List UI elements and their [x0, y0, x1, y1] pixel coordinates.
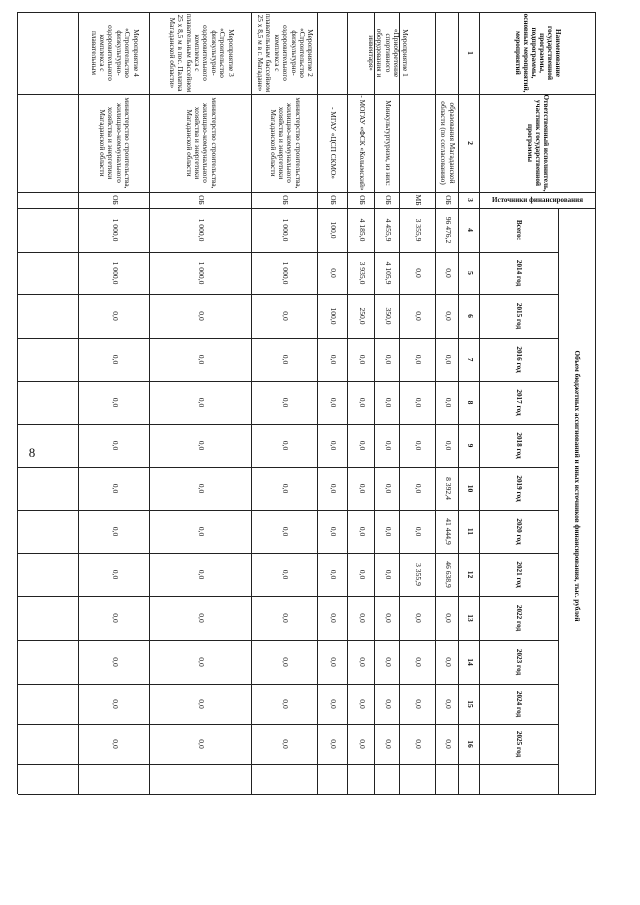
row-funding-source: ОБ	[110, 195, 120, 205]
row-executor: министерство строительства, жилищно-коммунального хозяйства и энергетики Магаданской области	[98, 97, 133, 189]
row-value: 0,0	[110, 569, 120, 580]
row-value: 4 105,9	[383, 261, 393, 285]
header-year: 2023 год	[515, 648, 524, 676]
row-value: 0,0	[281, 354, 291, 365]
header-year: 2021 год	[515, 561, 524, 588]
row-value: 0,0	[281, 397, 291, 408]
header-funding-source-text: Источники финансирования	[492, 196, 584, 204]
header-year: 2018 год	[515, 432, 524, 459]
column-number: 12	[465, 570, 475, 579]
column-number: 11	[465, 527, 475, 536]
row-value: 0,0	[414, 397, 424, 408]
row-value: 0,0	[329, 613, 339, 623]
budget-table	[18, 12, 596, 887]
row-value: 0,0	[329, 483, 339, 494]
column-number: 1	[465, 51, 475, 55]
row-value: 0,0	[357, 483, 367, 494]
row-value: 0,0	[110, 440, 120, 451]
row-value: 1 000,0	[110, 218, 120, 242]
row-value: 0,0	[329, 699, 339, 709]
row-value: 0,0	[383, 483, 393, 494]
row-value: 0,0	[443, 354, 453, 365]
row-value: 0,0	[197, 354, 207, 365]
row-value: 0,0	[329, 397, 339, 408]
row-value: 0,0	[329, 569, 339, 580]
column-number: 6	[465, 314, 475, 318]
row-value: 0,0	[414, 739, 424, 749]
row-value: 0,0	[197, 699, 207, 709]
header-year: 2016 год	[515, 346, 524, 373]
row-value: 0,0	[110, 311, 120, 321]
row-value: 0,0	[281, 483, 291, 494]
row-value: 0,0	[414, 268, 424, 278]
row-value: 0,0	[383, 440, 393, 451]
header-year: 2019 год	[515, 475, 524, 502]
column-number: 5	[465, 271, 475, 275]
row-funding-source: ОБ	[443, 195, 453, 205]
row-value: 0,0	[110, 397, 120, 408]
row-funding-source: ОБ	[357, 195, 367, 205]
row-value: 0,0	[110, 526, 120, 537]
row-value: 1 000,0	[197, 218, 207, 242]
row-value: 250,0	[357, 307, 367, 325]
row-value: 0,0	[383, 569, 393, 580]
column-number: 2	[465, 141, 475, 145]
row-value: 0,0	[443, 613, 453, 623]
row-value: 0,0	[383, 526, 393, 537]
column-number: 15	[465, 700, 475, 708]
table-col-line	[18, 764, 559, 765]
column-number: 10	[465, 484, 475, 493]
header-year: 2022 год	[515, 604, 524, 632]
row-event-name: Мероприятие 2 «Строительство физкультурно-оздоровительного комплекса с плавательным бассейном 25 х 8,5 м в г. Магадане»	[255, 13, 316, 93]
row-executor: - МГАУ «ЦСП СКМО»	[329, 107, 339, 179]
row-value: 0,0	[110, 613, 120, 623]
row-value: 0,0	[281, 739, 291, 749]
row-event-name	[348, 12, 375, 94]
header-year: 2015 год	[515, 302, 524, 330]
row-value: 0,0	[329, 657, 339, 667]
table-row-line	[17, 12, 18, 794]
row-value: 0,0	[357, 397, 367, 408]
column-number: 4	[465, 228, 475, 232]
row-value: 0,0	[443, 268, 453, 278]
row-value: 0,0	[414, 613, 424, 623]
row-value: 0,0	[443, 397, 453, 408]
row-value: 0,0	[443, 311, 453, 321]
row-value: 0,0	[414, 354, 424, 365]
row-value: 0,0	[281, 613, 291, 623]
row-value: 46 638,9	[443, 561, 453, 588]
row-value: 1 000,0	[281, 261, 291, 285]
row-event-name: Мероприятие 3 «Строительство физкультурно-оздоровительного комплекса с плавательным бассейном 25 х 8,5 м в пос. Палатка Магаданской области»	[167, 13, 236, 93]
column-number: 16	[465, 740, 475, 748]
row-value: 0,0	[110, 699, 120, 709]
row-value: 0,0	[443, 657, 453, 667]
row-value: 96 476,2	[443, 216, 453, 244]
row-value: 0,0	[197, 526, 207, 537]
row-value: 0,0	[414, 657, 424, 667]
row-value: 0,0	[329, 354, 339, 365]
row-value: 0,0	[197, 397, 207, 408]
row-value: 0,0	[110, 354, 120, 365]
row-value: 0,0	[281, 657, 291, 667]
row-value: 0,0	[357, 440, 367, 451]
column-number: 7	[465, 357, 475, 362]
row-executor: министерство строительства, жилищно-коммунального хозяйства и энергетики Магаданской области	[184, 97, 219, 189]
row-value: 0,0	[110, 483, 120, 494]
row-funding-source: ОБ	[197, 195, 207, 205]
row-executor: Минкультуртуризм, из них:	[383, 100, 393, 186]
row-value: 100,0	[329, 307, 339, 325]
row-value: 0,0	[197, 483, 207, 494]
row-event-name: Мероприятие 4 «Строительство физкультурно-оздоровительного комплекса с плавательным	[89, 25, 141, 81]
row-value: 4 455,9	[383, 218, 393, 242]
row-value: 1 000,0	[281, 218, 291, 242]
row-value: 3 935,0	[357, 261, 367, 285]
row-value: 0,0	[357, 739, 367, 749]
row-value: 1 000,0	[110, 261, 120, 285]
row-executor: - МОГАУ «ФСК «Колымский»	[357, 95, 367, 191]
column-number: 3	[465, 198, 475, 202]
row-value: 0,0	[357, 613, 367, 623]
header-budget-group: Объем бюджетных ассигнований и иных источников финансирования, тыс. рублей	[573, 350, 582, 622]
row-value: 0,0	[357, 657, 367, 667]
row-funding-source: ОБ	[281, 195, 291, 205]
row-value: 0,0	[197, 739, 207, 749]
row-value: 4 185,0	[357, 218, 367, 242]
row-value: 0,0	[329, 268, 339, 278]
row-value: 0,0	[197, 569, 207, 580]
row-value: 0,0	[281, 440, 291, 451]
row-value: 3 355,9	[414, 563, 424, 586]
row-value: 0,0	[383, 739, 393, 749]
column-number: 13	[465, 614, 475, 622]
row-event-name: Мероприятие 1 «Приобретение спортивного оборудования и инвентаря»	[366, 28, 410, 78]
row-value: 0,0	[383, 613, 393, 623]
row-value: 0,0	[357, 526, 367, 537]
row-value: 0,0	[414, 440, 424, 451]
row-funding-source: МБ	[414, 194, 424, 206]
row-value: 0,0	[414, 699, 424, 709]
row-value: 0,0	[443, 739, 453, 749]
header-executor: Ответственный исполнитель, участник государственной программы	[526, 94, 550, 192]
row-value: 350,0	[383, 307, 393, 325]
header-year: 2024 год	[515, 690, 524, 718]
row-value: 0,0	[281, 311, 291, 321]
row-funding-source: ОБ	[383, 195, 393, 205]
header-year: 2025 год	[515, 730, 524, 758]
header-year: 2017 год	[515, 389, 524, 416]
row-value: 0,0	[197, 440, 207, 451]
row-value: 0,0	[329, 526, 339, 537]
row-executor: образования Магаданской области (по согласованию)	[439, 101, 457, 185]
row-funding-source: ОБ	[329, 195, 339, 205]
header-year: 2014 год	[515, 259, 524, 287]
header-year: 2020 год	[515, 518, 524, 545]
row-value: 0,0	[383, 397, 393, 408]
row-event-name	[436, 12, 459, 94]
row-value: 0,0	[383, 354, 393, 365]
row-value: 0,0	[281, 569, 291, 580]
row-value: 0,0	[414, 311, 424, 321]
row-value: 0,0	[414, 526, 424, 537]
row-executor: министерство строительства, жилищно-коммунального хозяйства и энергетики Магаданской области	[268, 97, 303, 189]
row-value: 41 444,9	[443, 518, 453, 545]
row-value: 100,0	[329, 221, 339, 239]
row-value: 0,0	[110, 657, 120, 667]
row-value: 0,0	[110, 739, 120, 749]
row-value: 0,0	[281, 699, 291, 709]
row-value: 0,0	[443, 440, 453, 451]
row-value: 1 000,0	[197, 261, 207, 285]
row-value: 0,0	[357, 699, 367, 709]
column-number: 9	[465, 443, 475, 448]
row-value: 0,0	[329, 739, 339, 749]
column-number: 14	[465, 658, 475, 666]
row-value: 0,0	[329, 440, 339, 451]
row-value: 0,0	[197, 613, 207, 623]
row-executor	[400, 94, 436, 192]
row-value: 0,0	[357, 569, 367, 580]
row-event-name	[318, 12, 348, 94]
row-value: 0,0	[383, 699, 393, 709]
page-number: 8	[28, 445, 36, 460]
row-value: 0,0	[383, 657, 393, 667]
header-program-name: Наименование государственной программы, подпрограммы, основных мероприятий, мероприятий	[514, 13, 562, 93]
row-value: 0,0	[197, 311, 207, 321]
header-total: Всего:	[515, 219, 524, 241]
header-funding-source	[480, 192, 596, 208]
row-value: 0,0	[443, 699, 453, 709]
row-value: 8 392,4	[443, 477, 453, 500]
column-number: 8	[465, 400, 475, 405]
table-col-line	[18, 794, 596, 795]
row-value: 0,0	[357, 354, 367, 365]
row-value: 3 355,9	[414, 218, 424, 242]
row-value: 0,0	[414, 483, 424, 494]
row-value: 0,0	[197, 657, 207, 667]
row-value: 0,0	[281, 526, 291, 537]
